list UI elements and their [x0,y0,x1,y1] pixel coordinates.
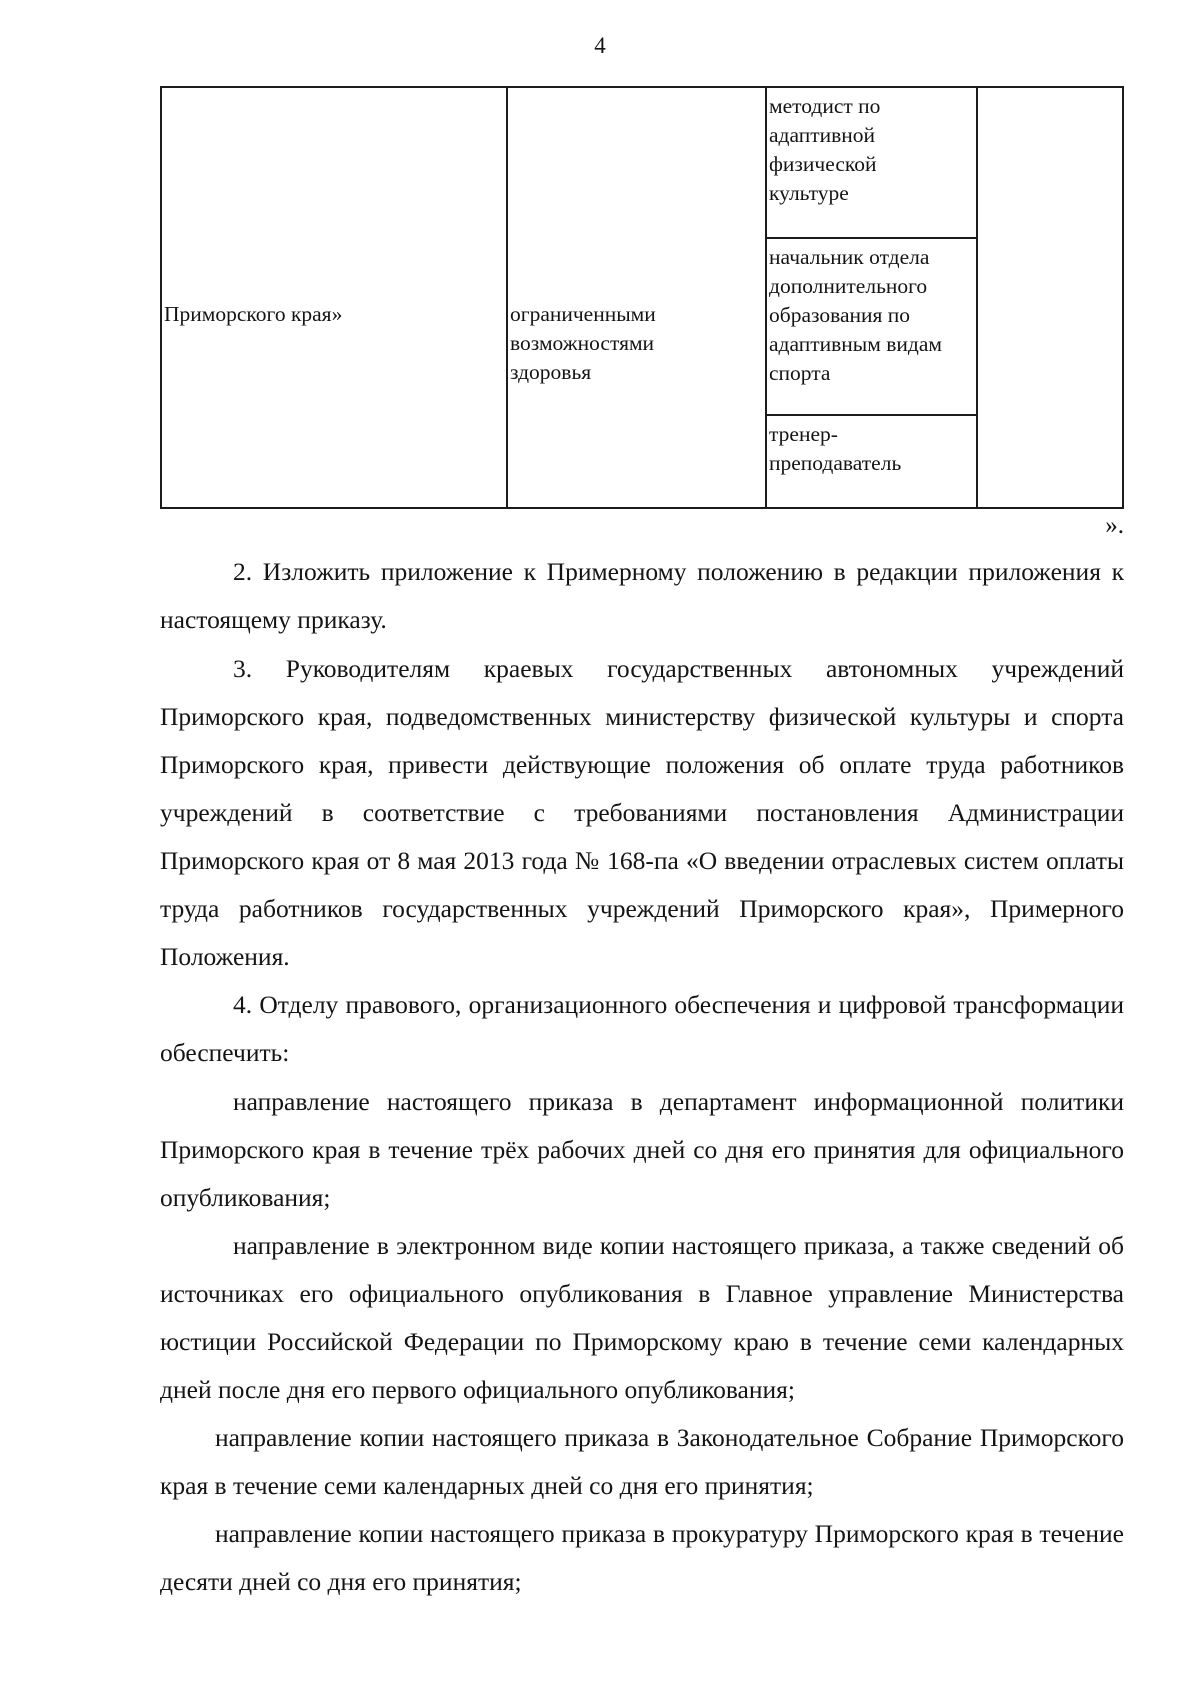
paragraph-text: направление копии настоящего приказа в прокуратуру Приморского края в течение десяти дней со дня его принятия; [160,1519,1124,1596]
paragraph [160,981,1124,1077]
table-cell-position: методист по адаптивной физической культуре [769,94,881,205]
table-cell-position: тренер- преподаватель [769,422,902,475]
paragraph [160,1078,1124,1222]
paragraph-text: 2. Изложить приложение к Примерному положению в редакции приложения к настоящему приказу. [160,557,1124,634]
table-border-bottom [160,507,1124,509]
table-row-divider-2 [765,414,978,416]
table-border-left [160,86,162,509]
paragraph-text: 4. Отделу правового, организационного обеспечения и цифровой трансформации обеспечить: [160,990,1124,1067]
paragraph [160,1414,1124,1510]
paragraph-text: направление настоящего приказа в департамент информационной политики Приморского края в течение трёх рабочих дней со дня его принятия для официального опубликования; [160,1087,1124,1212]
table-divider-2 [765,86,767,509]
table-divider-1 [506,86,508,509]
paragraph [160,645,1124,981]
paragraph-text: направление копии настоящего приказа в Законодательное Собрание Приморского края в течение семи календарных дней со дня его принятия; [160,1423,1124,1500]
page-number: 4 [594,33,606,58]
table-border-right [1122,86,1124,509]
table-border-top [160,86,1124,88]
table-row-divider-1 [765,237,978,239]
table-cell-organization: Приморского края» [164,302,343,326]
paragraph-text: 3. Руководителям краевых государственных автономных учреждений Приморского края, подведомственных министерству физической культуры и спорта Приморского края, привести действующие положения об оплате труда работников учреждений в соответствие с требованиями постановления Администрации Приморского края от 8 мая 2013 года № 168-па «О введении отраслевых систем оплаты труда работников государственных учреждений Приморского края», Примерного Положения. [160,654,1124,971]
closing-quote: ». [1105,512,1124,539]
table-divider-3 [976,86,978,509]
table-cell-category: ограниченными возможностями здоровья [510,302,656,384]
paragraph [160,1222,1124,1414]
table-cell-position: начальник отдела дополнительного образования по адаптивным видам спорта [769,245,942,385]
positions-table [160,86,1124,509]
paragraph [160,548,1124,644]
paragraph-text: направление в электронном виде копии настоящего приказа, а также сведений об источниках его официального опубликования в Главное управление Министерства юстиции Российской Федерации по Приморскому краю в течение семи календарных дней после дня его первого официального опубликования; [160,1231,1124,1404]
paragraph [160,1510,1124,1606]
